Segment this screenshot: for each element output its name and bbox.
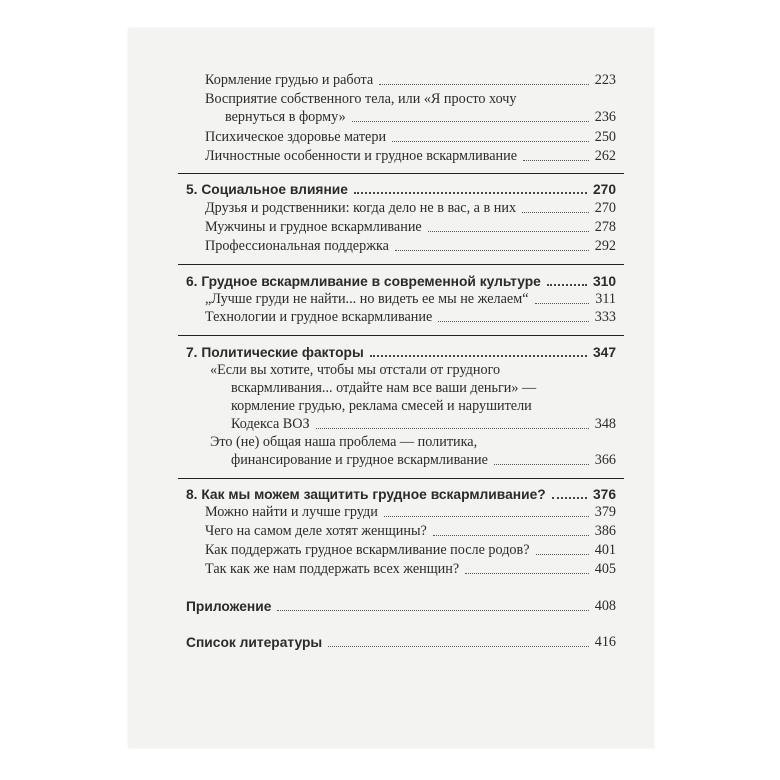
toc-entry[interactable] [205,309,616,326]
dot-leader [395,250,589,251]
bibliography-page: 416 [594,634,616,650]
toc-entry-page: 262 [594,148,616,164]
toc-entry-label: Как поддержать грудное вскармливание после родов? [205,542,530,558]
dot-leader [354,192,587,194]
dot-leader [352,121,589,122]
toc-entry[interactable] [205,523,616,540]
toc-entry-page: 333 [594,309,616,325]
toc-chapter-5[interactable] [186,181,616,198]
toc-entry-label-line: вскармливания... отдайте нам все ваши деньги» — [231,380,537,396]
section-separator [178,173,624,174]
chapter-page: 310 [592,274,616,289]
toc-entry-label: Профессиональная поддержка [205,238,389,254]
toc-entry-label: Мужчины и грудное вскармливание [205,219,422,235]
toc-entry-page: 223 [594,72,616,88]
toc-entry[interactable] [205,504,616,521]
toc-entry[interactable] [231,452,616,469]
dot-leader [523,160,589,161]
chapter-page: 376 [592,487,616,502]
toc-entry-label: Можно найти и лучше груди [205,504,378,520]
toc-chapter-8[interactable] [186,486,616,503]
toc-entry-label: Личностные особенности и грудное вскармливание [205,148,517,164]
dot-leader [328,646,589,647]
toc-entry-page: 379 [594,504,616,520]
toc-entry[interactable] [205,561,616,578]
dot-leader [494,464,589,465]
toc-entry[interactable] [205,200,616,217]
toc-entry-page: 366 [594,452,616,468]
dot-leader [379,84,589,85]
toc-entry-label: Технологии и грудное вскармливание [205,309,433,325]
toc-entry[interactable] [205,238,616,255]
dot-leader [316,428,589,429]
toc-entry-page: 311 [595,291,616,307]
dot-leader [536,554,589,555]
chapter-title: 7. Политические факторы [186,345,364,360]
chapter-title: 8. Как мы можем защитить грудное вскармливание? [186,487,546,502]
toc-chapter-6[interactable] [186,273,616,290]
section-separator [178,264,624,265]
dot-leader [370,355,587,357]
dot-leader [552,497,587,499]
dot-leader [547,284,587,286]
toc-entry-label-line: кормление грудью, реклама смесей и нарушители [231,398,532,414]
toc-entry-page: 401 [594,542,616,558]
dot-leader [277,610,588,611]
toc-entry-page: 348 [594,416,616,432]
chapter-page: 270 [592,182,616,197]
toc-entry-page: 405 [594,561,616,577]
toc-entry-page: 278 [594,219,616,235]
section-separator [178,478,624,479]
dot-leader [384,516,589,517]
dot-leader [465,573,589,574]
appendix-page: 408 [594,598,616,614]
toc-entry-label: Так как же нам поддержать всех женщин? [205,561,460,577]
toc-entry[interactable] [205,129,616,146]
chapter-title: 5. Социальное влияние [186,182,348,197]
bibliography-title: Список литературы [186,635,323,650]
toc-entry[interactable] [231,416,616,433]
toc-entry-page: 292 [594,238,616,254]
toc-entry-label: Кодекса ВОЗ [231,416,310,432]
toc-entry-page: 236 [594,109,616,125]
chapter-page: 347 [592,345,616,360]
toc-appendix[interactable] [186,598,616,615]
toc-entry-label: „Лучше груди не найти... но видеть ее мы не желаем“ [205,291,529,307]
section-separator [178,335,624,336]
toc-entry[interactable] [205,542,616,559]
table-of-contents [128,28,654,748]
toc-entry-label: Друзья и родственники: когда дело не в вас, а в них [205,200,517,216]
toc-entry[interactable] [205,148,616,165]
toc-chapter-7[interactable] [186,344,616,361]
dot-leader [428,231,589,232]
toc-entry-label: финансирование и грудное вскармливание [231,452,488,468]
toc-entry-label: Кормление грудью и работа [205,72,374,88]
toc-bibliography[interactable] [186,634,616,651]
toc-entry-page: 250 [594,129,616,145]
chapter-title: 6. Грудное вскармливание в современной культуре [186,274,541,289]
toc-entry-page: 270 [594,200,616,216]
toc-entry-label-line: Восприятие собственного тела, или «Я просто хочу [205,91,517,107]
toc-entry-label-line: «Если вы хотите, чтобы мы отстали от грудного [210,362,501,378]
dot-leader [433,535,589,536]
dot-leader [535,303,590,304]
book-page [128,28,654,748]
toc-entry-label: Чего на самом деле хотят женщины? [205,523,427,539]
toc-entry[interactable] [225,109,616,126]
toc-entry-page: 386 [594,523,616,539]
dot-leader [438,321,588,322]
toc-entry-label: вернуться в форму» [225,109,346,125]
toc-entry-label: Психическое здоровье матери [205,129,387,145]
appendix-title: Приложение [186,599,272,614]
toc-entry-label-line: Это (не) общая наша проблема — политика, [210,434,478,450]
toc-entry[interactable] [205,219,616,236]
toc-entry[interactable] [205,291,616,308]
dot-leader [392,141,589,142]
toc-entry[interactable] [205,72,616,89]
dot-leader [522,212,589,213]
